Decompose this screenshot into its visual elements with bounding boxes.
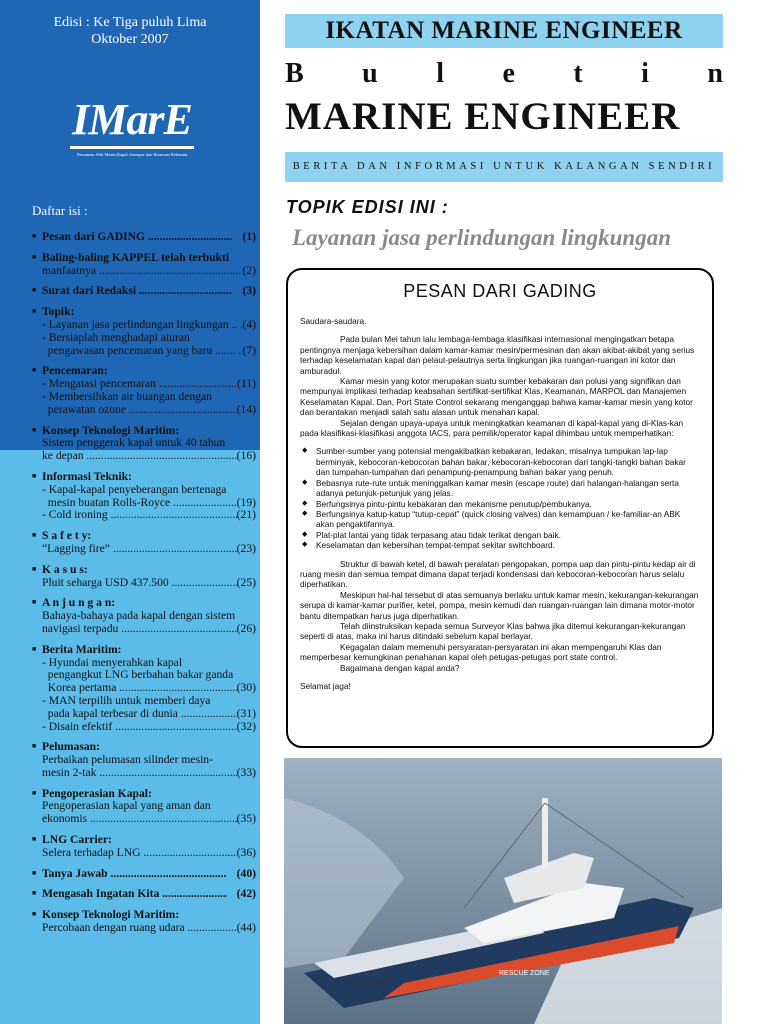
- toc-item: [32, 741, 256, 779]
- editorial-box: [286, 268, 714, 748]
- toc-sub-text: mesin buatan Rolls-Royce .....: [42, 497, 237, 510]
- toc-sub-text: - Cold ironing .....: [42, 509, 237, 522]
- editorial-bullet: ◆ Bebasnya rute-rute untuk meninggalkan kamar mesin (escape route) dari halangan-halangan serta adanya petunjuk-petunjuk yang jelas.: [300, 478, 700, 499]
- toc-item: [32, 564, 256, 590]
- toc-heading-text: ■ Tanya Jawab .....: [32, 868, 227, 881]
- editorial-bullet: ◆ Sumber-sumber yang potensial mengakibatkan kebakaran, ledakan, misalnya tumpukan lap-lap berminyak, kebocoran-kebocoran bahan bakar, kebocoran-kebocoran dari tangki-tangki bahan bakar dan tumpahan-tumpahan dari penampung-penampung bahan bakar yang penuh.: [300, 446, 700, 477]
- toc-sub-text: - Mengatasi pencemaran .....: [42, 378, 237, 391]
- toc-sub-text: - Kapal-kapal penyeberangan bertenaga: [42, 482, 227, 496]
- toc-item: [32, 425, 256, 463]
- toc-item: [32, 530, 256, 556]
- edition-number: Edisi : Ke Tiga puluh Lima: [53, 15, 207, 30]
- toc-heading: [32, 564, 256, 577]
- topic-heading: TOPIK EDISI INI :: [286, 197, 449, 217]
- toc-sub-text: pengangkut LNG berbahan bakar ganda: [42, 668, 234, 682]
- toc-heading: [32, 530, 256, 543]
- editorial-paragraph: Bagaimana dengan kapal anda?: [340, 662, 460, 673]
- toc-page: (4): [242, 317, 256, 331]
- toc-line-text: Sistem penggerak kapal untuk 40 tahun: [42, 436, 226, 450]
- toc-heading: [32, 788, 256, 801]
- ship-name: ABEILLE BOURBON: [344, 979, 391, 985]
- toc-line-text: Bahaya-bahaya pada kapal dengan sistem: [42, 609, 236, 623]
- toc-item: [32, 471, 256, 522]
- editorial-bullet: ◆ Keselamatan dan kebersihan tempat-tempat sekitar switchboard.: [300, 540, 700, 550]
- subtitle-band: BERITA DAN INFORMASI UNTUK KALANGAN SENDIRI: [285, 152, 723, 182]
- toc-heading-text: Konsep Teknologi Maritim:: [42, 908, 180, 922]
- toc-page: (44): [236, 921, 256, 935]
- org-band: IKATAN MARINE ENGINEER: [285, 14, 723, 48]
- toc-line-text: Perbaikan pelumasan silinder mesin-: [42, 753, 213, 767]
- logo-tagline: Persatuan Ahli Mesin Kapal, Insinyur dan Ilmuwan Kelautan: [77, 152, 187, 157]
- toc-heading: [32, 231, 256, 244]
- toc-heading: [32, 471, 256, 484]
- buletin-letter: i: [641, 58, 649, 89]
- magazine-title: MARINE ENGINEER: [285, 95, 681, 138]
- toc-page: (40): [236, 866, 256, 880]
- table-of-contents: [32, 231, 256, 943]
- toc-sub-text: - Hyundai menyerahkan kapal: [42, 655, 183, 669]
- toc-page: (25): [236, 575, 256, 589]
- toc-line-text: mesin 2-tak .....: [42, 767, 237, 780]
- toc-heading: [32, 834, 256, 847]
- toc-line-text: Selera terhadap LNG .....: [42, 847, 237, 860]
- hull-label: RESCUE ZONE: [499, 970, 550, 977]
- editorial-greeting: Saudara-saudara.: [300, 316, 367, 326]
- toc-heading-cont: manfaatnya .....: [42, 265, 242, 278]
- toc-page: (3): [242, 284, 256, 298]
- toc-line-text: navigasi terpadu .....: [42, 623, 237, 636]
- toc-heading: [32, 365, 256, 378]
- toc-page: (36): [236, 845, 256, 859]
- toc-page: (42): [236, 887, 256, 901]
- toc-page: (35): [236, 812, 256, 826]
- toc-heading-text: Pencemaran:: [42, 364, 108, 378]
- toc-page: (23): [236, 541, 256, 555]
- toc-heading-text: K a s u s:: [42, 562, 88, 576]
- toc-item: [32, 231, 256, 244]
- toc-page: (33): [236, 765, 256, 779]
- buletin-letter: e: [502, 58, 515, 89]
- toc-page: (30): [236, 681, 256, 695]
- toc-sub-text: pengawasan pencemaran yang baru ....... .....: [42, 345, 242, 358]
- toc-line-text: Percobaan dengan ruang udara .....: [42, 922, 237, 935]
- toc-title: Daftar isi :: [32, 203, 88, 218]
- toc-item: [32, 644, 256, 734]
- logo-underline: [70, 146, 194, 149]
- toc-line-text: ekonomis .....: [42, 813, 237, 826]
- toc-heading-text: Baling-baling KAPPEL telah terbukti: [42, 250, 230, 264]
- buletin-letter: t: [573, 58, 583, 89]
- toc-heading-text: Konsep Teknologi Maritim:: [42, 423, 180, 437]
- toc-page: (21): [236, 508, 256, 522]
- toc-heading: [32, 252, 256, 265]
- editorial-closing: Selamat jaga!: [300, 681, 351, 691]
- editorial-paragraph: Sejalan dengan upaya-upaya untuk meningkatkan keamanan di kapal-kapal yang di-Klas-kan pada klasifikasi-klasifikasi anggota IACS, para pemilik/operator kapal dihimbau untuk memperhatikan:: [300, 417, 684, 439]
- toc-item: [32, 285, 256, 298]
- buletin-letter: u: [362, 58, 378, 89]
- toc-heading: [32, 888, 256, 901]
- editorial-paragraph: Kegagalan dalam memenuhi persyaratan-persyaratan ini akan mempengaruhi Klas dan memperbesar kemungkinan penahanan kapal oleh petugas-petugas port state control.: [300, 641, 662, 663]
- toc-sub-text: pada kapal terbesar di dunia .....: [42, 708, 237, 721]
- toc-page: (31): [236, 706, 256, 720]
- toc-heading: [32, 425, 256, 438]
- editorial-paragraphs-1: [300, 334, 700, 438]
- toc-item: [32, 909, 256, 935]
- toc-heading: [32, 644, 256, 657]
- toc-item: [32, 365, 256, 416]
- toc-page: (14): [236, 402, 256, 416]
- toc-item: [32, 834, 256, 860]
- editorial-bullet: ◆ Plat-plat lantai yang tidak terpasang atau tidak terikat dengan baik.: [300, 530, 700, 540]
- toc-item: [32, 868, 256, 881]
- editorial-bullets: [300, 446, 700, 550]
- editorial-title: PESAN DARI GADING: [403, 281, 597, 301]
- toc-heading: [32, 306, 256, 319]
- toc-item: [32, 597, 256, 635]
- toc-sub-text: - Disain efektif .....: [42, 721, 237, 734]
- toc-heading-text: LNG Carrier:: [42, 833, 112, 847]
- toc-line-text: ke depan .....: [42, 450, 237, 463]
- toc-heading: [32, 597, 256, 610]
- buletin-letter: l: [436, 58, 444, 89]
- toc-page: (16): [236, 449, 256, 463]
- toc-page: (11): [237, 377, 256, 391]
- mast: [542, 798, 548, 868]
- toc-heading-text: Pelumasan:: [42, 740, 100, 754]
- editorial-paragraph: Kamar mesin yang kotor merupakan suatu sumber kebakaran dan polusi yang signifikan dan mempunyai implikasi terhadap keabsahan sertifikat-sertifikat Klas, Keamanan, MARPOL dan Manajemen Keselamatan Kapal. Dan, Port State Control sekarang menganggap bahwa kamar-kamar mesin yang kotor dan berantakan menjadi salah satu alasan untuk menahan kapal.: [300, 376, 693, 418]
- edition-info: [0, 14, 260, 48]
- toc-heading: [32, 909, 256, 922]
- toc-heading: [32, 741, 256, 754]
- toc-sub-text: - MAN terpilih untuk memberi daya: [42, 693, 211, 707]
- topic-title: Layanan jasa perlindungan lingkungan: [292, 225, 671, 250]
- editorial-bullet: ◆ Berfungsinya katup-katup “tutup-cepat” (quick closing valves) dan kemampuan / ke-familiar-an ABK akan pengaktifannya.: [300, 509, 700, 530]
- buletin-letter: B: [285, 58, 304, 89]
- toc-heading-text: Topik:: [42, 305, 75, 319]
- editorial-bullet: ◆ Berfungsinya pintu-pintu kebakaran dan mekanisme penutup/pembukanya.: [300, 499, 700, 509]
- toc-heading-text: ■ Pesan dari GADING .....: [32, 231, 232, 244]
- toc-item: [32, 252, 256, 278]
- toc-page: (2): [242, 263, 256, 277]
- editorial-paragraph: Struktur di bawah ketel, di bawah peralatan pengopakan, pompa uap dan pintu-pintu kedap air di ruang mesin dan semua tempat dimana dapat terjadi kondensasi dan kebocoran-kebocoran harus selalu diperhatikan.: [300, 558, 696, 590]
- toc-page: (26): [236, 621, 256, 635]
- imare-logo: [62, 96, 202, 172]
- editorial-paragraph: Meskipun hal-hal tersebut di atas semuanya berlaku untuk kamar mesin, kekurangan-kekurangan serupa di kamar-kamar purifier, ketel, pompa, mesin kemudi dan ruangan-ruangan lain dimana motor-motor bantu ditempatkan harus juga diperhatikan.: [300, 589, 699, 621]
- edition-date: Oktober 2007: [91, 32, 169, 47]
- ship-photo: [284, 758, 722, 1024]
- toc-page: (32): [236, 719, 256, 733]
- toc-sub-text: perawatan ozone .....: [42, 404, 237, 417]
- ship-illustration: [284, 758, 722, 1024]
- toc-line-text: Pluit seharga USD 437.500 .....: [42, 577, 237, 590]
- toc-sub-text: Korea pertama .....: [42, 682, 237, 695]
- toc-heading: [32, 868, 256, 881]
- toc-heading-text: S a f e t y:: [42, 529, 92, 543]
- editorial-paragraphs-2: [300, 559, 700, 673]
- toc-page: (1): [242, 230, 256, 243]
- toc-heading-text: Berita Maritim:: [42, 642, 122, 656]
- toc-sub-text: - Bersiaplah menghadapi aturan: [42, 330, 190, 344]
- editorial-paragraph: Pada bulan Mei tahun lalu lembaga-lembaga klasifikasi internasional mengingatkan betapa pentingnya menjaga kebersihan dalam kamar-kamar mesin/permesinan dan akan akibat-akibat yang serius terhadap keselamatan kapal dan pelaut-pelautnya serta lingkungan jika ruangan-ruangan ini kotor dan amburadul.: [300, 334, 695, 376]
- toc-line-text: “Lagging fire” .....: [42, 543, 237, 556]
- toc-line-text: Pengoperasian kapal yang aman dan: [42, 799, 211, 813]
- toc-heading-text: ■ Surat dari Redaksi .....: [32, 285, 232, 298]
- logo-text: IMarE: [72, 95, 192, 144]
- toc-heading-text: Informasi Teknik:: [42, 469, 132, 483]
- toc-heading: [32, 285, 256, 298]
- toc-item: [32, 888, 256, 901]
- editorial-paragraph: Telah diinstruksikan kepada semua Surveyor Klas bahwa jika ditemui kekurangan-kekurangan seperti di atas, maka ini harus ditindaki sebelum kapal berlayar.: [300, 620, 686, 642]
- toc-page: (7): [242, 343, 256, 357]
- buletin-letter: n: [707, 58, 723, 89]
- toc-item: [32, 788, 256, 826]
- toc-sub-text: - Layanan jasa perlindungan lingkungan .. .....: [42, 319, 242, 332]
- toc-heading-text: Pengoperasian Kapal:: [42, 786, 152, 800]
- toc-page: (19): [236, 495, 256, 509]
- toc-heading-text: A n j u n g a n:: [42, 596, 116, 610]
- buletin-word: [285, 58, 723, 90]
- toc-sub-text: - Membersihkan air buangan dengan: [42, 389, 212, 403]
- toc-item: [32, 306, 256, 357]
- toc-heading-text: ■ Mengasah Ingatan Kita .....: [32, 888, 227, 901]
